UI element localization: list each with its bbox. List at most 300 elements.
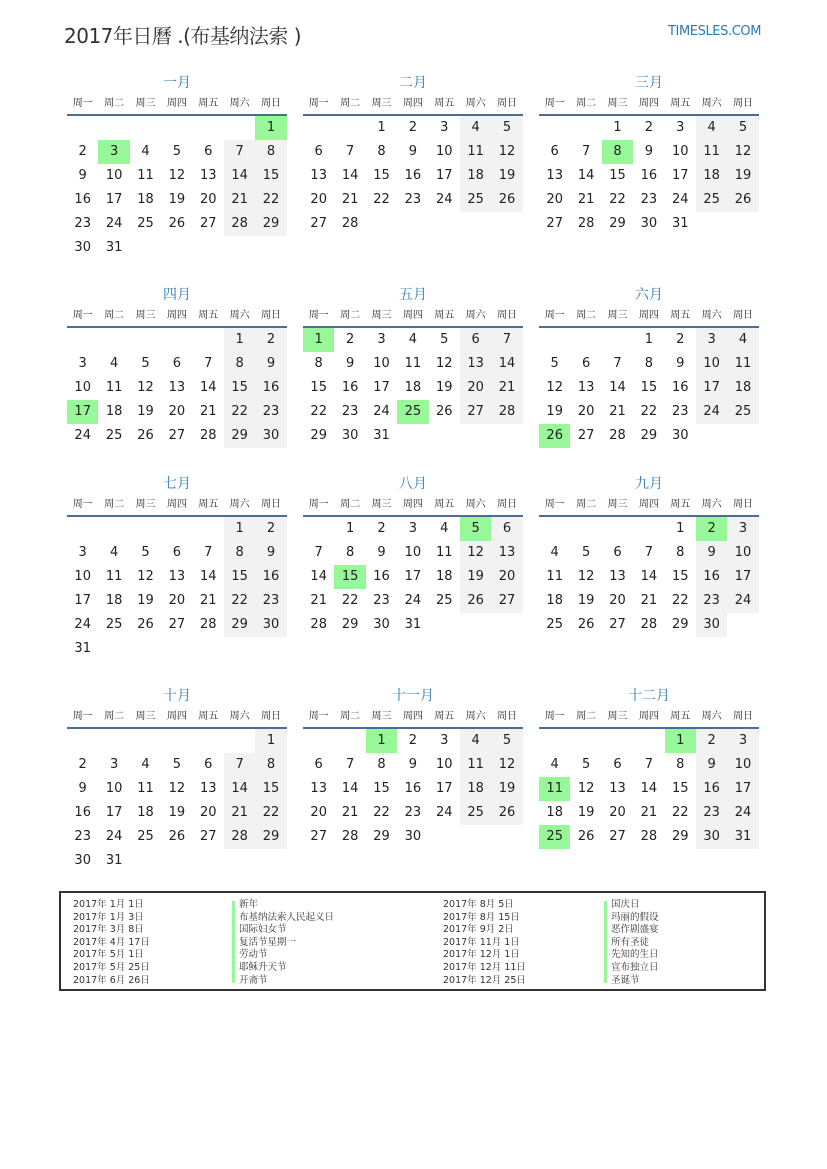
weekday-label: 周四 (166, 499, 187, 510)
day-cell: 25 (696, 188, 727, 212)
empty-cell (98, 729, 129, 753)
day-cell: 13 (460, 352, 491, 376)
day-cell: 24 (74, 617, 91, 632)
site-link[interactable]: TIMESLES.COM (668, 24, 762, 39)
month-name: 一月 (163, 75, 191, 91)
day-cell: 27 (460, 400, 491, 424)
day-cell: 23 (696, 589, 727, 613)
day-cell: 15 (373, 168, 390, 183)
legend-line: 复活节星期一 (239, 936, 297, 948)
month-name: 十一月 (392, 688, 434, 704)
weekday-label: 周三 (135, 499, 156, 510)
weekday-label: 周三 (607, 711, 628, 722)
day-cell: 26 (168, 216, 186, 231)
weekday-label: 周日 (261, 310, 282, 321)
weekday-header (67, 497, 287, 513)
day-cell: 1 (224, 328, 255, 352)
weekday-label: 周三 (371, 310, 392, 321)
weekday-header (539, 308, 759, 324)
day-cell: 14 (577, 168, 595, 183)
holiday-day-cell: 1 (303, 328, 334, 352)
day-cell: 19 (577, 805, 595, 820)
day-cell: 12 (168, 168, 186, 183)
day-cell: 4 (460, 116, 491, 140)
day-cell: 14 (224, 164, 255, 188)
day-cell: 24 (373, 404, 390, 419)
day-cell: 16 (640, 168, 658, 183)
day-cell: 7 (224, 753, 255, 777)
day-cell: 13 (168, 569, 186, 584)
day-cell: 12 (577, 781, 595, 796)
day-cell: 20 (546, 192, 563, 207)
day-cell: 18 (404, 380, 422, 395)
day-cell: 7 (581, 144, 591, 159)
empty-cell (303, 116, 334, 140)
day-cell: 22 (224, 589, 255, 613)
day-grid (539, 729, 759, 849)
legend-line: 2017年 12月 11日 (443, 961, 526, 973)
day-cell: 7 (613, 356, 622, 371)
holiday-day-cell: 11 (539, 777, 570, 801)
day-cell: 8 (377, 757, 386, 772)
day-cell: 4 (141, 144, 150, 159)
day-cell: 10 (435, 757, 453, 772)
day-cell: 25 (105, 617, 123, 632)
weekday-label: 周日 (497, 310, 518, 321)
weekday-label: 周三 (607, 499, 628, 510)
weekday-label: 周四 (402, 711, 423, 722)
day-cell: 1 (613, 120, 622, 135)
day-cell: 13 (609, 569, 626, 584)
legend-line: 2017年 6月 26日 (73, 974, 150, 986)
month-block (303, 474, 523, 637)
month-block (67, 73, 287, 260)
day-cell: 31 (105, 240, 123, 255)
day-cell: 29 (224, 613, 255, 637)
day-cell: 16 (74, 192, 91, 207)
empty-cell (334, 116, 365, 140)
day-cell: 10 (105, 781, 123, 796)
day-cell: 18 (435, 569, 453, 584)
weekday-label: 周四 (638, 310, 659, 321)
weekday-header (303, 709, 523, 725)
day-cell: 23 (255, 589, 286, 613)
day-cell: 24 (105, 216, 123, 231)
empty-cell (570, 116, 601, 140)
legend-line: 恶作剧盛宴 (611, 924, 659, 936)
weekday-label: 周四 (402, 310, 423, 321)
day-cell: 24 (105, 829, 123, 844)
day-cell: 22 (373, 805, 390, 820)
empty-cell (570, 517, 601, 541)
day-cell: 9 (255, 352, 286, 376)
day-cell: 23 (671, 404, 689, 419)
day-cell: 3 (727, 729, 758, 753)
day-cell: 6 (550, 144, 559, 159)
day-cell: 9 (696, 541, 727, 565)
day-cell: 31 (105, 853, 123, 868)
legend-line: 2017年 5月 1日 (73, 949, 144, 961)
day-cell: 29 (255, 825, 286, 849)
month-block (67, 686, 287, 873)
empty-cell (130, 517, 161, 541)
day-grid (303, 116, 523, 236)
day-cell: 14 (609, 380, 626, 395)
empty-cell (602, 729, 633, 753)
day-cell: 9 (255, 541, 286, 565)
weekday-label: 周日 (261, 711, 282, 722)
weekday-label: 周五 (198, 499, 219, 510)
weekday-label: 周六 (229, 499, 250, 510)
day-cell: 29 (373, 829, 390, 844)
day-cell: 3 (440, 120, 449, 135)
legend-marker-right (604, 901, 607, 983)
weekday-header (67, 308, 287, 324)
day-grid (67, 517, 287, 661)
day-cell: 10 (74, 380, 91, 395)
day-cell: 26 (577, 829, 595, 844)
day-cell: 24 (435, 805, 453, 820)
day-cell: 18 (460, 777, 491, 801)
day-cell: 18 (137, 192, 154, 207)
day-cell: 5 (581, 545, 591, 560)
weekday-label: 周六 (465, 98, 486, 109)
day-cell: 18 (546, 805, 563, 820)
day-cell: 5 (491, 116, 522, 140)
day-cell: 13 (168, 380, 186, 395)
weekday-label: 周日 (261, 98, 282, 109)
day-cell: 1 (255, 729, 286, 753)
day-cell: 31 (74, 641, 91, 656)
day-cell: 25 (105, 428, 123, 443)
day-cell: 31 (727, 825, 758, 849)
day-grid (67, 729, 287, 873)
day-cell: 30 (341, 428, 359, 443)
day-cell: 22 (640, 404, 658, 419)
day-cell: 22 (310, 404, 327, 419)
day-cell: 13 (609, 781, 626, 796)
day-cell: 11 (105, 569, 123, 584)
empty-cell (224, 729, 255, 753)
empty-cell (224, 116, 255, 140)
legend-line: 圣诞节 (611, 974, 640, 986)
day-cell: 27 (310, 829, 327, 844)
day-cell: 18 (696, 164, 727, 188)
day-cell: 19 (137, 593, 154, 608)
day-cell: 22 (671, 805, 689, 820)
day-cell: 17 (105, 805, 123, 820)
day-cell: 28 (577, 216, 595, 231)
month-name: 十月 (163, 688, 191, 704)
day-cell: 29 (609, 216, 626, 231)
day-cell: 9 (676, 356, 685, 371)
day-cell: 16 (255, 565, 286, 589)
day-cell: 23 (74, 829, 91, 844)
empty-cell (193, 328, 224, 352)
day-grid (303, 729, 523, 849)
day-cell: 30 (696, 825, 727, 849)
day-cell: 12 (137, 569, 154, 584)
day-cell: 1 (676, 521, 685, 536)
day-cell: 20 (491, 565, 522, 589)
day-cell: 19 (435, 380, 453, 395)
day-cell: 28 (199, 617, 217, 632)
day-cell: 23 (74, 216, 91, 231)
weekday-label: 周一 (544, 310, 565, 321)
day-cell: 20 (609, 805, 626, 820)
day-cell: 10 (105, 168, 123, 183)
day-cell: 10 (727, 753, 758, 777)
day-cell: 3 (408, 521, 417, 536)
day-cell: 12 (546, 380, 563, 395)
weekday-label: 周五 (670, 499, 691, 510)
day-cell: 25 (727, 400, 758, 424)
holiday-day-cell: 17 (67, 400, 98, 424)
day-cell: 6 (314, 757, 323, 772)
weekday-label: 周日 (733, 499, 754, 510)
empty-cell (193, 729, 224, 753)
day-grid (539, 517, 759, 637)
empty-cell (193, 517, 224, 541)
day-cell: 2 (78, 757, 87, 772)
day-cell: 22 (609, 192, 626, 207)
day-cell: 5 (141, 545, 150, 560)
day-cell: 10 (404, 545, 422, 560)
day-cell: 28 (224, 212, 255, 236)
day-cell: 21 (640, 805, 658, 820)
day-cell: 2 (408, 733, 417, 748)
day-cell: 4 (408, 332, 417, 347)
day-cell: 8 (255, 140, 286, 164)
month-name: 三月 (635, 75, 663, 91)
day-cell: 8 (224, 541, 255, 565)
weekday-label: 周二 (340, 711, 361, 722)
day-cell: 14 (491, 352, 522, 376)
empty-cell (193, 116, 224, 140)
day-cell: 2 (78, 144, 87, 159)
empty-cell (98, 116, 129, 140)
holiday-day-cell: 15 (334, 565, 365, 589)
legend-line: 布基纳法索人民起义日 (239, 911, 335, 923)
legend-line: 先知的生日 (611, 949, 659, 961)
holiday-day-cell: 25 (397, 400, 428, 424)
month-block (539, 686, 759, 849)
day-cell: 29 (341, 617, 359, 632)
weekday-label: 周二 (576, 711, 597, 722)
day-cell: 27 (491, 589, 522, 613)
day-cell: 8 (255, 753, 286, 777)
weekday-label: 周一 (72, 310, 93, 321)
legend-line: 2017年 12月 1日 (443, 949, 520, 961)
day-cell: 30 (404, 829, 422, 844)
day-cell: 7 (314, 545, 323, 560)
day-cell: 10 (671, 144, 689, 159)
day-cell: 17 (435, 168, 453, 183)
weekday-header (539, 96, 759, 112)
day-cell: 3 (78, 356, 87, 371)
day-cell: 11 (137, 168, 154, 183)
weekday-label: 周二 (340, 98, 361, 109)
day-cell: 9 (377, 545, 386, 560)
weekday-label: 周日 (733, 711, 754, 722)
day-cell: 29 (671, 829, 689, 844)
empty-cell (633, 517, 664, 541)
day-cell: 11 (137, 781, 154, 796)
day-cell: 6 (172, 356, 181, 371)
legend-line: 劳动节 (239, 949, 268, 961)
day-cell: 30 (74, 240, 91, 255)
day-cell: 30 (671, 428, 689, 443)
day-cell: 5 (491, 729, 522, 753)
empty-cell (570, 729, 601, 753)
day-cell: 12 (460, 541, 491, 565)
day-cell: 17 (696, 376, 727, 400)
day-cell: 13 (491, 541, 522, 565)
day-cell: 5 (581, 757, 591, 772)
day-cell: 22 (341, 593, 359, 608)
day-cell: 10 (435, 144, 453, 159)
weekday-label: 周一 (72, 499, 93, 510)
month-block (303, 73, 523, 236)
day-cell: 15 (609, 168, 626, 183)
day-cell: 24 (74, 428, 91, 443)
weekday-label: 周二 (104, 98, 125, 109)
empty-cell (67, 328, 98, 352)
day-cell: 24 (435, 192, 453, 207)
day-cell: 13 (577, 380, 595, 395)
day-cell: 28 (491, 400, 522, 424)
day-cell: 25 (137, 829, 154, 844)
day-cell: 3 (696, 328, 727, 352)
weekday-label: 周四 (402, 98, 423, 109)
legend-line: 2017年 11月 1日 (443, 936, 520, 948)
day-cell: 26 (491, 188, 522, 212)
weekday-label: 周日 (497, 499, 518, 510)
day-cell: 7 (345, 144, 355, 159)
legend-line: 玛丽的假设 (611, 911, 659, 923)
legend-line: 2017年 1月 3日 (73, 911, 144, 923)
month-block (539, 285, 759, 448)
day-cell: 21 (341, 805, 359, 820)
weekday-label: 周六 (465, 499, 486, 510)
day-cell: 3 (676, 120, 685, 135)
day-cell: 15 (640, 380, 658, 395)
day-cell: 26 (491, 801, 522, 825)
weekday-label: 周四 (402, 499, 423, 510)
day-cell: 13 (546, 168, 563, 183)
day-cell: 11 (435, 545, 453, 560)
empty-cell (539, 729, 570, 753)
day-cell: 4 (550, 757, 559, 772)
day-cell: 25 (460, 188, 491, 212)
weekday-label: 周六 (701, 98, 722, 109)
day-cell: 19 (137, 404, 154, 419)
day-cell: 7 (345, 757, 355, 772)
day-cell: 3 (109, 757, 119, 772)
weekday-label: 周六 (229, 711, 250, 722)
holiday-day-cell: 26 (539, 424, 570, 448)
month-name: 四月 (163, 287, 191, 303)
day-cell: 20 (577, 404, 595, 419)
day-cell: 28 (640, 617, 658, 632)
weekday-label: 周四 (638, 499, 659, 510)
weekday-label: 周一 (308, 499, 329, 510)
day-cell: 18 (137, 805, 154, 820)
day-cell: 31 (373, 428, 390, 443)
day-cell: 12 (727, 140, 758, 164)
day-cell: 29 (640, 428, 658, 443)
day-cell: 13 (199, 781, 217, 796)
day-cell: 17 (727, 777, 758, 801)
legend-line: 国庆日 (611, 899, 640, 910)
day-cell: 6 (204, 144, 213, 159)
weekday-label: 周四 (638, 98, 659, 109)
day-cell: 21 (224, 188, 255, 212)
day-cell: 22 (255, 188, 286, 212)
legend-line: 2017年 12月 25日 (443, 974, 526, 986)
day-cell: 7 (204, 545, 213, 560)
day-grid (539, 116, 759, 236)
day-cell: 4 (460, 729, 491, 753)
day-cell: 11 (460, 753, 491, 777)
holiday-day-cell: 1 (255, 116, 286, 140)
day-cell: 5 (141, 356, 150, 371)
holiday-day-cell: 3 (98, 140, 129, 164)
day-cell: 28 (609, 428, 626, 443)
day-cell: 28 (224, 825, 255, 849)
day-cell: 20 (168, 404, 186, 419)
day-cell: 27 (168, 428, 186, 443)
day-cell: 8 (345, 545, 355, 560)
day-cell: 22 (255, 801, 286, 825)
day-cell: 22 (224, 400, 255, 424)
day-cell: 20 (460, 376, 491, 400)
day-cell: 12 (435, 356, 453, 371)
day-cell: 9 (696, 753, 727, 777)
day-cell: 11 (105, 380, 123, 395)
day-cell: 15 (224, 565, 255, 589)
day-cell: 14 (199, 569, 217, 584)
weekday-label: 周六 (701, 310, 722, 321)
day-cell: 12 (491, 140, 522, 164)
day-cell: 27 (546, 216, 563, 231)
day-cell: 6 (204, 757, 213, 772)
day-cell: 26 (460, 589, 491, 613)
day-cell: 25 (435, 593, 453, 608)
day-cell: 7 (644, 545, 653, 560)
month-block (303, 285, 523, 448)
day-cell: 23 (341, 404, 359, 419)
empty-cell (303, 517, 334, 541)
holiday-day-cell: 1 (665, 729, 696, 753)
day-cell: 27 (168, 617, 186, 632)
weekday-label: 周二 (340, 499, 361, 510)
day-cell: 8 (377, 144, 386, 159)
day-cell: 14 (341, 168, 359, 183)
weekday-label: 周六 (229, 98, 250, 109)
day-cell: 23 (696, 801, 727, 825)
legend-line: 2017年 3月 8日 (73, 924, 144, 936)
day-cell: 9 (408, 144, 417, 159)
day-cell: 21 (199, 404, 217, 419)
day-cell: 4 (109, 356, 119, 371)
day-cell: 17 (105, 192, 123, 207)
legend-line: 新年 (239, 899, 259, 910)
day-cell: 15 (255, 777, 286, 801)
day-cell: 30 (255, 613, 286, 637)
day-cell: 2 (255, 328, 286, 352)
empty-cell (602, 517, 633, 541)
